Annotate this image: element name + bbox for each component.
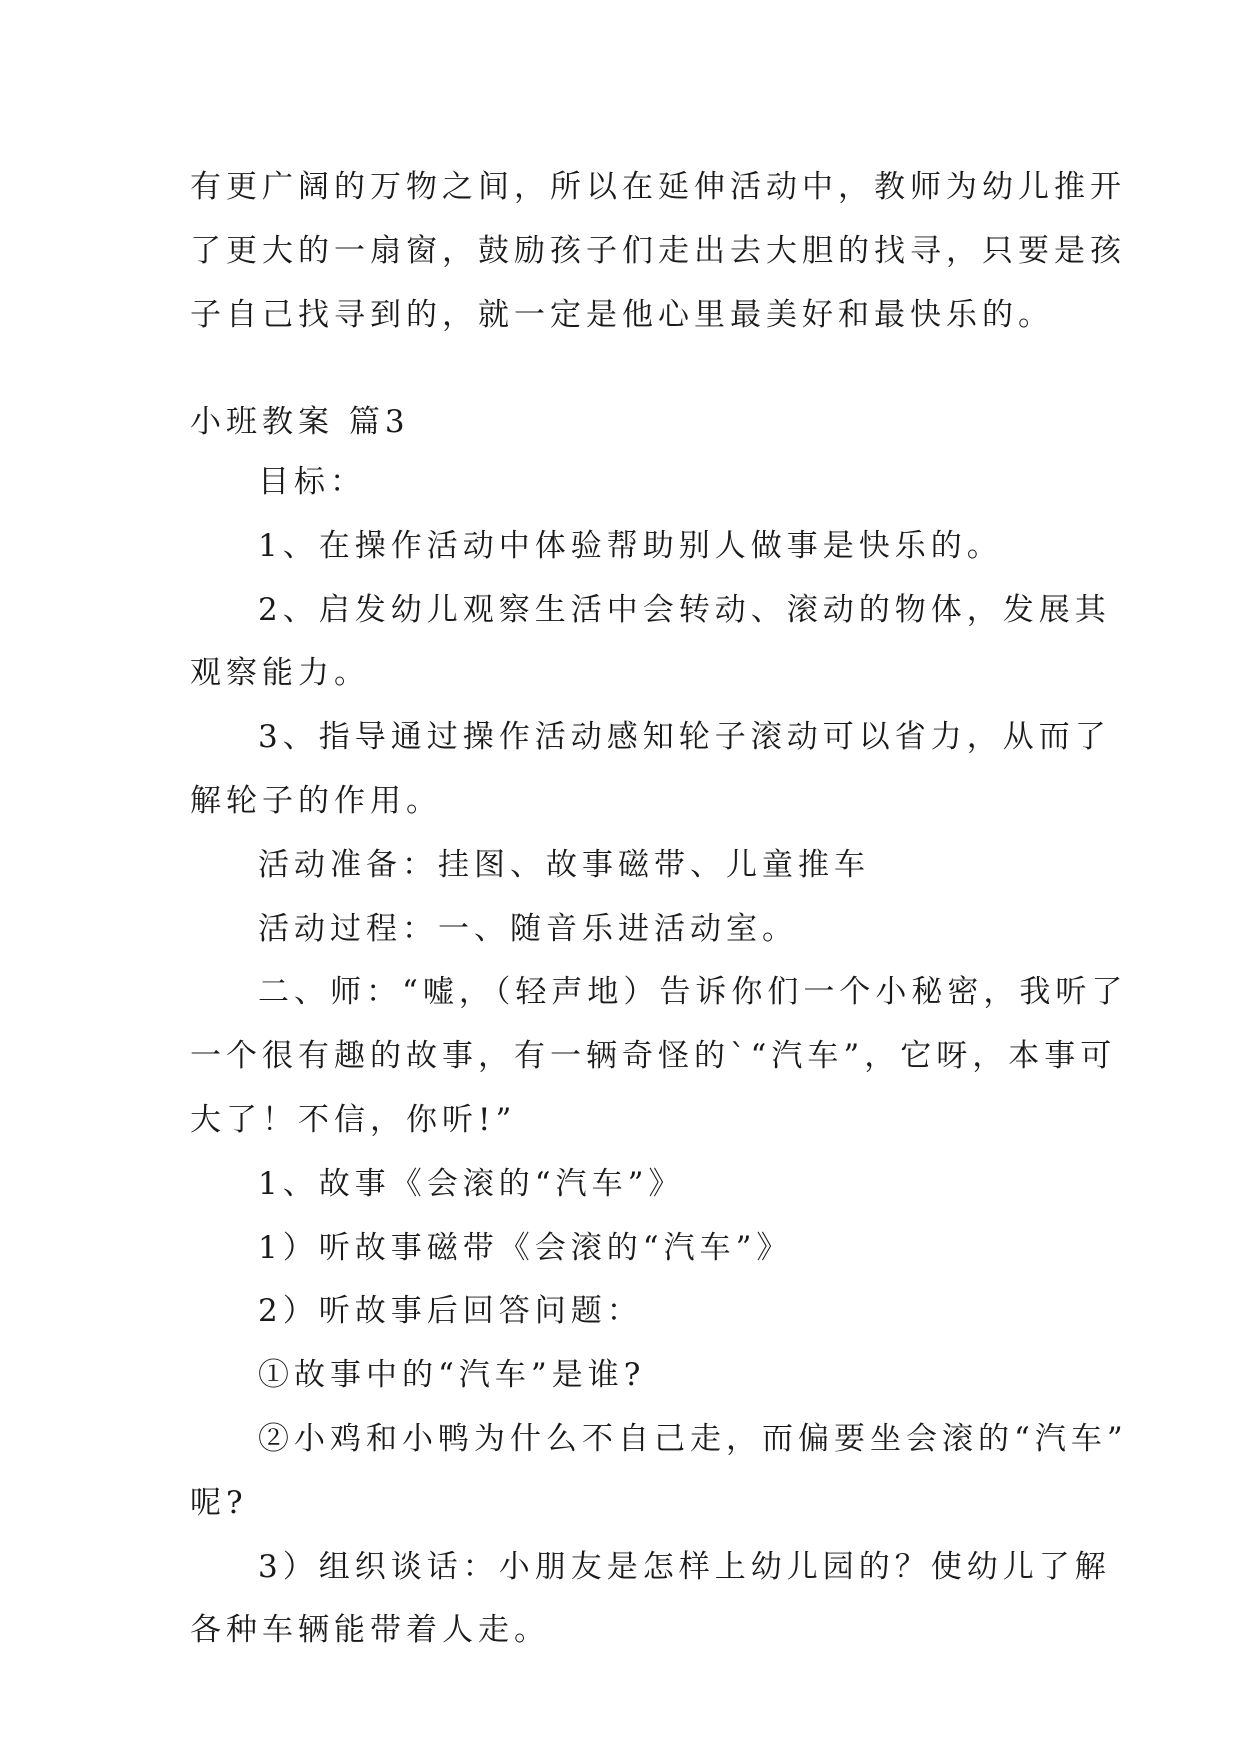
question-1: ①故事中的“汽车”是谁? — [258, 1357, 646, 1394]
story-item-3-line-1: 3）组织谈话：小朋友是怎样上幼儿园的？使幼儿了解 — [258, 1548, 1111, 1585]
activity-preparation: 活动准备：挂图、故事磁带、儿童推车 — [258, 846, 870, 883]
goal-item-3-line-1: 3、指导通过操作活动感知轮子滚动可以省力，从而了 — [258, 719, 1111, 756]
story-heading: 1、故事《会滚的“汽车”》 — [258, 1165, 685, 1202]
lesson-body — [190, 451, 1128, 1663]
step-2-line-1: 二、师：“嘘，（轻声地）告诉你们一个小秘密，我听了 — [258, 974, 1128, 1011]
question-2-line-1: ②小鸡和小鸭为什么不自己走，而偏要坐会滚的“汽车” — [258, 1420, 1128, 1457]
intro-line: 子自己找寻到的，就一定是他心里最美好和最快乐的。 — [190, 296, 1054, 333]
intro-line: 了更大的一扇窗，鼓励孩子们走出去大胆的找寻，只要是孩 — [190, 232, 1126, 269]
goal-item-1: 1、在操作活动中体验帮助别人做事是快乐的。 — [258, 527, 1003, 564]
goal-item-3-line-2: 解轮子的作用。 — [190, 782, 442, 819]
intro-line: 有更广阔的万物之间，所以在延伸活动中，教师为幼儿推开 — [190, 169, 1126, 205]
question-2-line-2: 呢? — [190, 1484, 248, 1521]
story-item-3-line-2: 各种车辆能带着人走。 — [190, 1612, 550, 1649]
story-item-2: 2）听故事后回答问题： — [258, 1293, 643, 1330]
activity-process: 活动过程：一、随音乐进活动室。 — [258, 910, 798, 947]
goal-label: 目标： — [258, 464, 366, 500]
goal-item-2-line-1: 2、启发幼儿观察生活中会转动、滚动的物体，发展其 — [258, 591, 1111, 628]
intro-paragraph — [190, 156, 1126, 347]
story-item-1: 1）听故事磁带《会滚的“汽车”》 — [258, 1229, 793, 1266]
step-2-line-2: 一个很有趣的故事，有一辆奇怪的`“汽车”，它呀，本事可 — [190, 1038, 1117, 1075]
section-title: 小班教案 篇3 — [190, 404, 410, 440]
goal-item-2-line-2: 观察能力。 — [190, 655, 370, 692]
step-2-line-3: 大了！不信，你听!” — [190, 1101, 517, 1138]
